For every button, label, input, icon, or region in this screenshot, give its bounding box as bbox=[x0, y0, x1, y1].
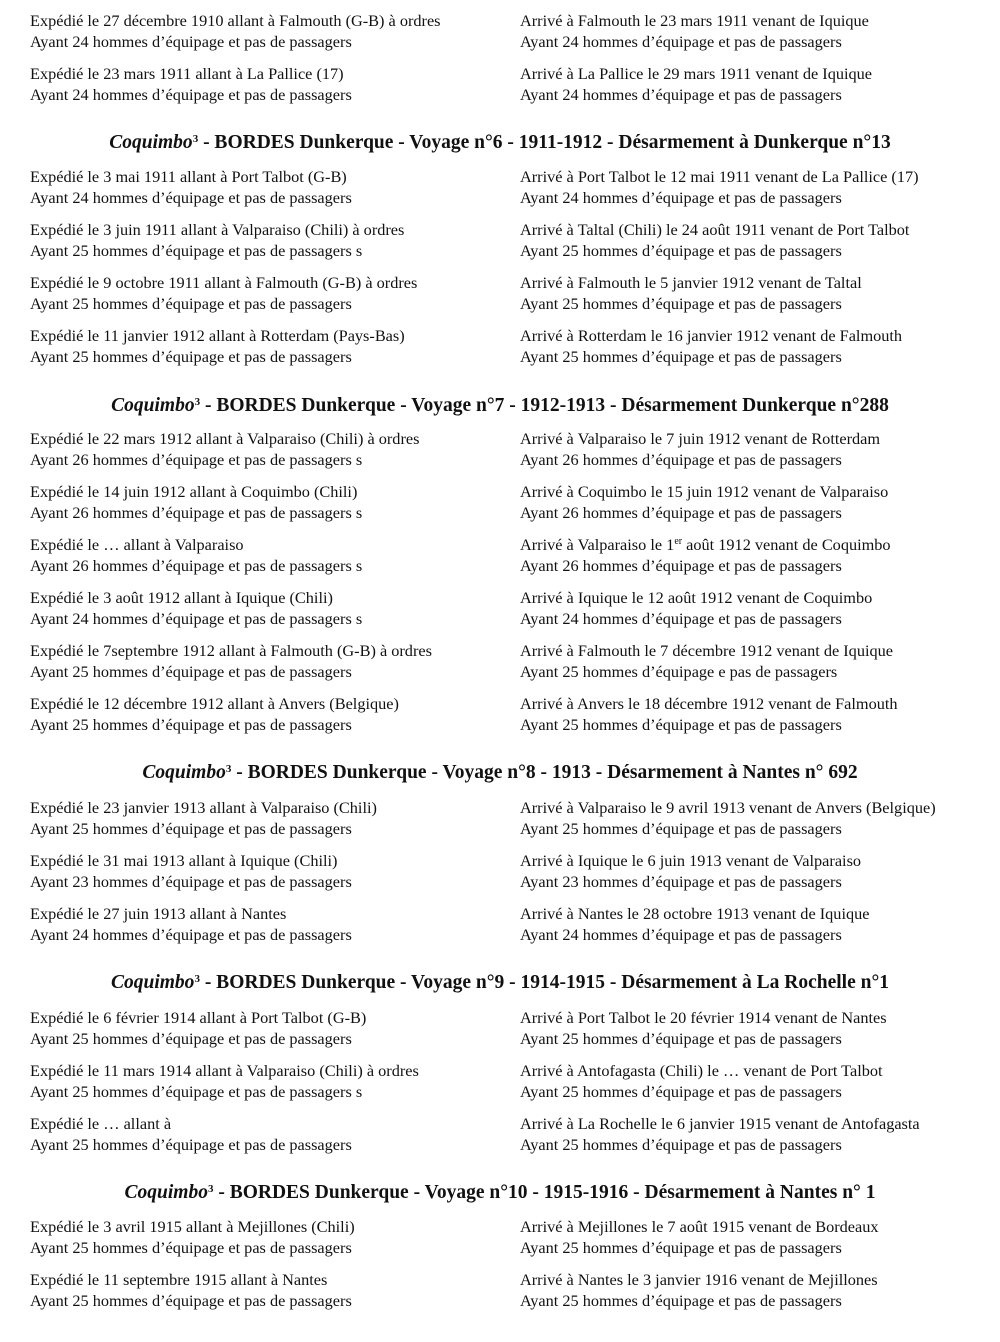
departure-record bbox=[30, 219, 404, 261]
departure-record bbox=[30, 166, 352, 208]
footnote-marker: 3 bbox=[194, 973, 200, 985]
crew-line: Ayant 24 hommes d’équipage et pas de passagers bbox=[30, 85, 352, 104]
departure-record bbox=[30, 1007, 366, 1049]
crew-line: Ayant 25 hommes d’équipage et pas de passagers bbox=[520, 294, 842, 313]
ship-name: Coquimbo bbox=[111, 972, 195, 993]
crew-line: Ayant 23 hommes d’équipage et pas de passagers bbox=[30, 872, 352, 891]
arrival-line: Arrivé à Valparaiso le 7 juin 1912 venant de Rotterdam bbox=[520, 429, 881, 448]
arrival-line: Arrivé à Falmouth le 5 janvier 1912 venant de Taltal bbox=[520, 273, 862, 292]
departure-line: Expédié le … allant à bbox=[30, 1114, 172, 1133]
departure-record bbox=[30, 428, 419, 470]
footnote-marker: 3 bbox=[207, 1183, 214, 1195]
voyage-leg bbox=[0, 903, 1000, 947]
arrival-record bbox=[520, 481, 888, 523]
voyage-leg bbox=[0, 1060, 1000, 1104]
arrival-line: Arrivé à Falmouth le 23 mars 1911 venant de Iquique bbox=[520, 11, 869, 30]
arrival-line: Arrivé à La Pallice le 29 mars 1911 venant de Iquique bbox=[520, 64, 873, 83]
crew-line: Ayant 25 hommes d’équipage et pas de passagers s bbox=[30, 1082, 363, 1101]
crew-line: Ayant 25 hommes d’équipage et pas de passagers bbox=[520, 347, 842, 366]
crew-line: Ayant 25 hommes d’équipage et pas de passagers bbox=[520, 819, 842, 838]
arrival-line: Arrivé à Port Talbot le 12 mai 1911 venant de La Pallice (17) bbox=[520, 167, 919, 186]
departure-line: Expédié le 22 mars 1912 allant à Valparaiso (Chili) à ordres bbox=[30, 429, 420, 448]
departure-line: Expédié le … allant à Valparaiso bbox=[30, 535, 244, 554]
departure-record bbox=[30, 1269, 352, 1311]
arrival-record bbox=[520, 272, 862, 314]
crew-line: Ayant 24 hommes d’équipage et pas de passagers bbox=[30, 925, 352, 944]
crew-line: Ayant 25 hommes d’équipage et pas de passagers bbox=[520, 241, 842, 260]
arrival-line: Arrivé à Nantes le 28 octobre 1913 venant de Iquique bbox=[520, 904, 870, 923]
ship-name: Coquimbo bbox=[111, 395, 195, 416]
ordinal-suffix: er bbox=[674, 536, 683, 547]
voyage-heading bbox=[0, 130, 1000, 156]
crew-line: Ayant 24 hommes d’équipage et pas de passagers bbox=[520, 188, 842, 207]
departure-line: Expédié le 3 juin 1911 allant à Valparaiso (Chili) à ordres bbox=[30, 220, 405, 239]
arrival-line: Arrivé à Taltal (Chili) le 24 août 1911 venant de Port Talbot bbox=[520, 220, 910, 239]
voyage-title: - BORDES Dunkerque - Voyage n°6 - 1911-1912 - Désarmement à Dunkerque n°13 bbox=[198, 132, 891, 153]
crew-line: Ayant 26 hommes d’équipage et pas de passagers s bbox=[30, 450, 363, 469]
crew-line: Ayant 25 hommes d’équipage et pas de passagers bbox=[520, 1135, 842, 1154]
departure-record bbox=[30, 850, 352, 892]
arrival-text-end: août 1912 venant de Coquimbo bbox=[682, 535, 891, 554]
crew-line: Ayant 25 hommes d’équipage et pas de passagers bbox=[30, 1029, 352, 1048]
arrival-record bbox=[520, 1269, 878, 1311]
crew-line: Ayant 25 hommes d’équipage et pas de passagers bbox=[520, 1238, 842, 1257]
arrival-record bbox=[520, 587, 872, 629]
departure-line: Expédié le 14 juin 1912 allant à Coquimbo (Chili) bbox=[30, 482, 358, 501]
crew-line: Ayant 25 hommes d’équipage et pas de passagers bbox=[30, 347, 352, 366]
departure-record bbox=[30, 640, 432, 682]
arrival-record bbox=[520, 903, 869, 945]
voyage-leg bbox=[0, 640, 1000, 684]
departure-line: Expédié le 23 mars 1911 allant à La Pallice (17) bbox=[30, 64, 344, 83]
crew-line: Ayant 25 hommes d’équipage et pas de passagers bbox=[520, 1291, 842, 1310]
departure-line: Expédié le 31 mai 1913 allant à Iquique (Chili) bbox=[30, 851, 338, 870]
arrival-record bbox=[520, 219, 909, 261]
arrival-record bbox=[520, 1060, 883, 1102]
departure-line: Expédié le 7septembre 1912 allant à Falmouth (G-B) à ordres bbox=[30, 641, 432, 660]
voyage-title: - BORDES Dunkerque - Voyage n°7 - 1912-1913 - Désarmement Dunkerque n°288 bbox=[200, 395, 889, 416]
arrival-line: Arrivé à Iquique le 6 juin 1913 venant de Valparaiso bbox=[520, 851, 862, 870]
arrival-record bbox=[520, 1216, 879, 1258]
departure-line: Expédié le 23 janvier 1913 allant à Valparaiso (Chili) bbox=[30, 798, 377, 817]
crew-line: Ayant 25 hommes d’équipage et pas de passagers bbox=[520, 1029, 842, 1048]
voyage-heading bbox=[0, 760, 1000, 786]
crew-line: Ayant 26 hommes d’équipage et pas de passagers s bbox=[30, 503, 363, 522]
voyage-title: - BORDES Dunkerque - Voyage n°10 - 1915-1916 - Désarmement à Nantes n° 1 bbox=[213, 1182, 876, 1203]
voyage-heading bbox=[0, 393, 1000, 419]
voyage-leg bbox=[0, 325, 1000, 369]
arrival-record bbox=[520, 1113, 920, 1155]
voyage-leg bbox=[0, 693, 1000, 737]
voyage-heading bbox=[0, 1180, 1000, 1206]
arrival-line: Arrivé à Mejillones le 7 août 1915 venant de Bordeaux bbox=[520, 1217, 879, 1236]
departure-record bbox=[30, 481, 362, 523]
crew-line: Ayant 25 hommes d’équipage et pas de passagers bbox=[30, 1238, 352, 1257]
departure-line: Expédié le 12 décembre 1912 allant à Anvers (Belgique) bbox=[30, 694, 399, 713]
departure-record bbox=[30, 10, 441, 52]
departure-line: Expédié le 9 octobre 1911 allant à Falmouth (G-B) à ordres bbox=[30, 273, 418, 292]
voyage-leg bbox=[0, 166, 1000, 210]
departure-line: Expédié le 6 février 1914 allant à Port Talbot (G-B) bbox=[30, 1008, 367, 1027]
voyage-leg bbox=[0, 63, 1000, 107]
arrival-record bbox=[520, 63, 872, 105]
departure-line: Expédié le 27 décembre 1910 allant à Falmouth (G-B) à ordres bbox=[30, 11, 441, 30]
crew-line: Ayant 25 hommes d’équipage et pas de passagers bbox=[30, 1291, 352, 1310]
crew-line: Ayant 26 hommes d’équipage et pas de passagers bbox=[520, 556, 842, 575]
departure-record bbox=[30, 272, 417, 314]
footnote-marker: 3 bbox=[194, 396, 201, 408]
departure-record bbox=[30, 1216, 355, 1258]
voyage-leg bbox=[0, 534, 1000, 578]
ship-name: Coquimbo bbox=[124, 1182, 208, 1203]
departure-record bbox=[30, 1060, 419, 1102]
ship-name: Coquimbo bbox=[142, 762, 226, 783]
arrival-record bbox=[520, 10, 869, 52]
crew-line: Ayant 24 hommes d’équipage et pas de passagers bbox=[30, 32, 352, 51]
departure-line: Expédié le 3 mai 1911 allant à Port Talbot (G-B) bbox=[30, 167, 347, 186]
ship-name: Coquimbo bbox=[109, 132, 193, 153]
arrival-record bbox=[520, 534, 891, 576]
crew-line: Ayant 25 hommes d’équipage et pas de passagers bbox=[520, 715, 842, 734]
arrival-line: Arrivé à La Rochelle le 6 janvier 1915 venant de Antofagasta bbox=[520, 1114, 920, 1133]
arrival-record bbox=[520, 640, 893, 682]
crew-line: Ayant 26 hommes d’équipage et pas de passagers s bbox=[30, 556, 363, 575]
crew-line: Ayant 25 hommes d’équipage et pas de passagers bbox=[30, 294, 352, 313]
departure-line: Expédié le 11 mars 1914 allant à Valparaiso (Chili) à ordres bbox=[30, 1061, 419, 1080]
arrival-record bbox=[520, 1007, 887, 1049]
voyage-leg bbox=[0, 10, 1000, 54]
arrival-record bbox=[520, 166, 919, 208]
crew-line: Ayant 25 hommes d’équipage et pas de passagers bbox=[30, 1135, 352, 1154]
voyage-heading bbox=[0, 970, 1000, 996]
arrival-line: Arrivé à Rotterdam le 16 janvier 1912 venant de Falmouth bbox=[520, 326, 903, 345]
voyage-leg bbox=[0, 1007, 1000, 1051]
departure-record bbox=[30, 587, 362, 629]
voyage-leg bbox=[0, 428, 1000, 472]
crew-line: Ayant 25 hommes d’équipage et pas de passagers bbox=[30, 662, 352, 681]
arrival-record bbox=[520, 325, 902, 367]
footnote-marker: 3 bbox=[192, 133, 199, 145]
voyage-leg bbox=[0, 219, 1000, 263]
crew-line: Ayant 24 hommes d’équipage et pas de passagers bbox=[520, 85, 842, 104]
departure-record bbox=[30, 325, 405, 367]
crew-line: Ayant 24 hommes d’équipage et pas de passagers s bbox=[30, 609, 363, 628]
voyage-leg bbox=[0, 272, 1000, 316]
departure-line: Expédié le 11 janvier 1912 allant à Rotterdam (Pays-Bas) bbox=[30, 326, 405, 345]
arrival-line: Arrivé à Iquique le 12 août 1912 venant de Coquimbo bbox=[520, 588, 873, 607]
departure-line: Expédié le 3 août 1912 allant à Iquique (Chili) bbox=[30, 588, 333, 607]
voyage-leg bbox=[0, 587, 1000, 631]
voyage-leg bbox=[0, 850, 1000, 894]
departure-line: Expédié le 27 juin 1913 allant à Nantes bbox=[30, 904, 287, 923]
arrival-line: Arrivé à Nantes le 3 janvier 1916 venant de Mejillones bbox=[520, 1270, 878, 1289]
arrival-record bbox=[520, 693, 898, 735]
crew-line: Ayant 25 hommes d’équipage et pas de passagers bbox=[520, 1082, 842, 1101]
voyage-leg bbox=[0, 1216, 1000, 1260]
departure-record bbox=[30, 903, 352, 945]
voyage-leg bbox=[0, 1113, 1000, 1157]
arrival-line: Arrivé à Anvers le 18 décembre 1912 venant de Falmouth bbox=[520, 694, 898, 713]
crew-line: Ayant 25 hommes d’équipage e pas de passagers bbox=[520, 662, 838, 681]
voyage-title: - BORDES Dunkerque - Voyage n°8 - 1913 - Désarmement à Nantes n° 692 bbox=[231, 762, 858, 783]
arrival-line bbox=[520, 534, 891, 555]
crew-line: Ayant 24 hommes d’équipage et pas de passagers bbox=[520, 609, 842, 628]
departure-line: Expédié le 11 septembre 1915 allant à Nantes bbox=[30, 1270, 328, 1289]
crew-line: Ayant 26 hommes d’équipage et pas de passagers bbox=[520, 503, 842, 522]
arrival-record bbox=[520, 797, 936, 839]
crew-line: Ayant 23 hommes d’équipage et pas de passagers bbox=[520, 872, 842, 891]
crew-line: Ayant 24 hommes d’équipage et pas de passagers bbox=[520, 925, 842, 944]
arrival-record bbox=[520, 850, 861, 892]
departure-record bbox=[30, 1113, 352, 1155]
voyage-title: - BORDES Dunkerque - Voyage n°9 - 1914-1915 - Désarmement à La Rochelle n°1 bbox=[199, 972, 889, 993]
departure-record bbox=[30, 534, 362, 576]
arrival-line: Arrivé à Falmouth le 7 décembre 1912 venant de Iquique bbox=[520, 641, 893, 660]
crew-line: Ayant 24 hommes d’équipage et pas de passagers bbox=[30, 188, 352, 207]
voyage-leg bbox=[0, 1269, 1000, 1313]
crew-line: Ayant 25 hommes d’équipage et pas de passagers bbox=[30, 819, 352, 838]
voyage-leg bbox=[0, 481, 1000, 525]
arrival-line: Arrivé à Valparaiso le 9 avril 1913 venant de Anvers (Belgique) bbox=[520, 798, 936, 817]
arrival-line: Arrivé à Antofagasta (Chili) le … venant de Port Talbot bbox=[520, 1061, 883, 1080]
departure-record bbox=[30, 63, 352, 105]
crew-line: Ayant 24 hommes d’équipage et pas de passagers bbox=[520, 32, 842, 51]
departure-record bbox=[30, 693, 399, 735]
arrival-line: Arrivé à Port Talbot le 20 février 1914 venant de Nantes bbox=[520, 1008, 887, 1027]
departure-line: Expédié le 3 avril 1915 allant à Mejillones (Chili) bbox=[30, 1217, 355, 1236]
footnote-marker: 3 bbox=[225, 763, 232, 775]
arrival-text-start: Arrivé à Valparaiso le 1 bbox=[520, 535, 675, 554]
departure-record bbox=[30, 797, 377, 839]
arrival-record bbox=[520, 428, 880, 470]
arrival-line: Arrivé à Coquimbo le 15 juin 1912 venant de Valparaiso bbox=[520, 482, 889, 501]
crew-line: Ayant 25 hommes d’équipage et pas de passagers bbox=[30, 715, 352, 734]
crew-line: Ayant 25 hommes d’équipage et pas de passagers s bbox=[30, 241, 363, 260]
voyage-leg bbox=[0, 797, 1000, 841]
crew-line: Ayant 26 hommes d’équipage et pas de passagers bbox=[520, 450, 842, 469]
